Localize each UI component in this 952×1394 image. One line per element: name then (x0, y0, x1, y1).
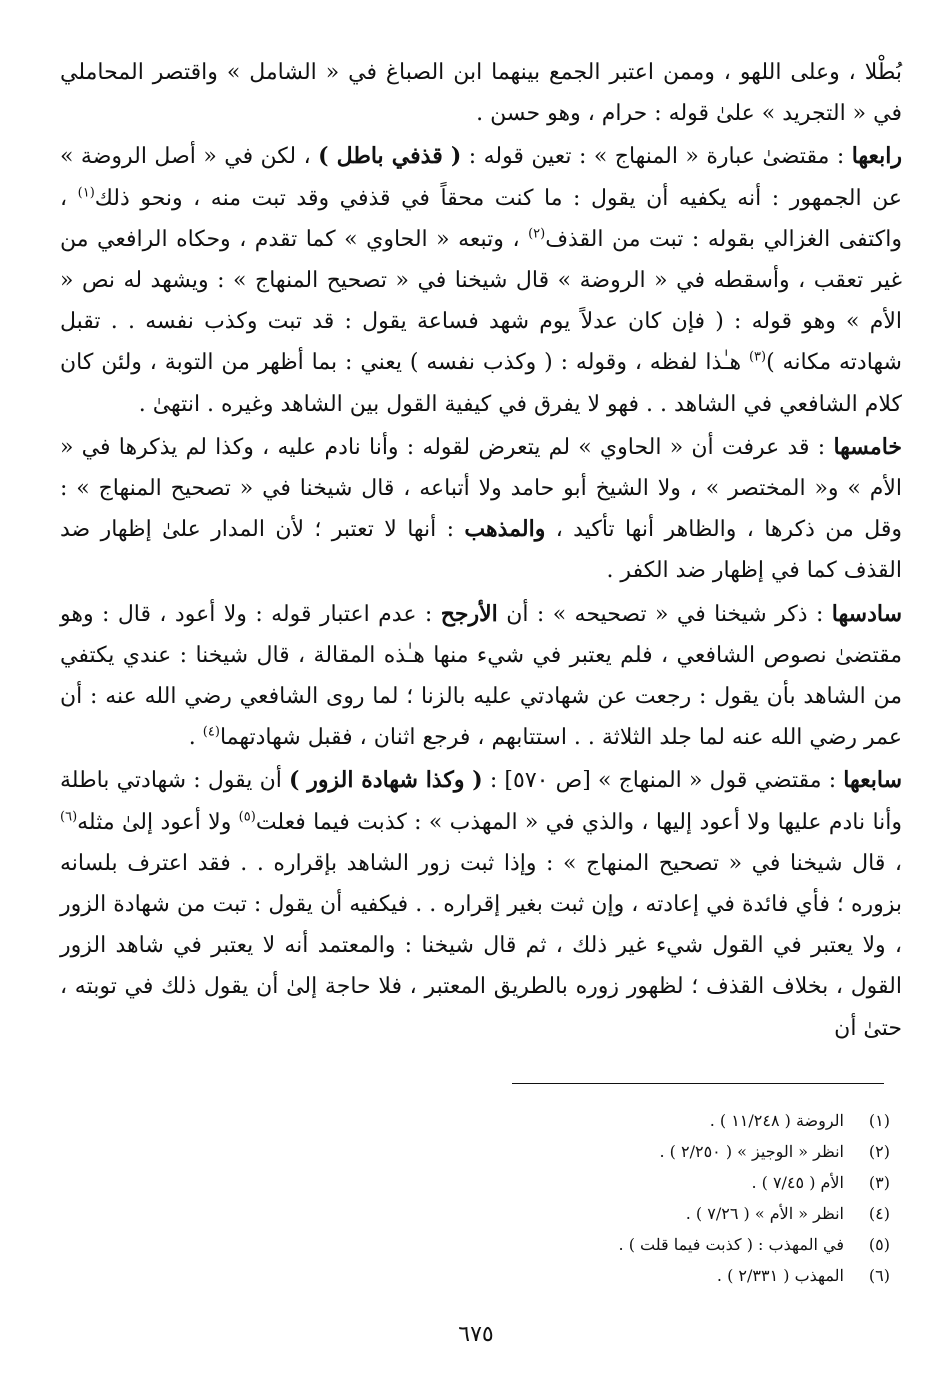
paragraph-fourth (60, 136, 902, 424)
paragraph-text: : عدم اعتبار قوله : ولا أعود ، قال : وهو مقتضىٰ نصوص الشافعي ، فلم يعتبر في شيء منها هـٰذه المقالة ، قال شيخنا : عندي يكتفي من الشاهد بأن يقول : رجعت عن شهادتي عليه بالزنا ؛ لما روى الشافعي رضي الله عنه : أن عمر رضي الله عنه لما جلد الثلاثة . . استتابهم ، فرجع اثنان ، فقبل شهادتهما (60, 601, 902, 751)
main-text (60, 52, 902, 1049)
footnote-ref[interactable]: (٦) (60, 809, 78, 825)
footnote-number: (١) (868, 1111, 890, 1130)
footnote-item (190, 1136, 890, 1167)
footnote-number: (٣) (868, 1173, 890, 1192)
section-heading: سادسها (831, 600, 903, 627)
section-heading: سابعها (843, 767, 902, 794)
paragraph-text: بُطْلا ، وعلى اللهو ، وممن اعتبر الجمع بينهما ابن الصباغ في « الشامل » واقتصر المحاملي في « التجريد » علىٰ قوله : حرام ، وهو حسن . (60, 60, 902, 127)
paragraph-text: : قد عرفت أن « الحاوي » لم يتعرض لقوله : وأنا نادم عليه ، وكذا لم يذكرها في « الأم » و« المختصر » ، ولا الشيخ أبو حامد ولا أتباعه ، قال شيخنا في « تصحيح المنهاج » : وقل من ذكرها ، والظاهر أنها تأكيد ، (60, 434, 902, 543)
paragraph-text: ، لكن في « أصل الروضة » عن الجمهور : أنه يكفيه أن يقول : ما كنت محقاً في قذفي وقد تبت منه ، ونحو ذلك (60, 144, 902, 211)
footnote-text: انظر « الأم » ( ٧/٢٦ ) . (685, 1204, 844, 1223)
footnote-item (190, 1167, 890, 1198)
footnote-ref[interactable]: (٤) (202, 724, 220, 740)
page-number: ٦٧٥ (458, 1322, 494, 1347)
paragraph-text: ، واكتفى الغزالي بقوله : تبت من القذف (60, 185, 903, 252)
paragraph-text: : مقتضىٰ عبارة « المنهاج » : تعين قوله : (461, 144, 852, 170)
footnote-text: الروضة ( ١١/٢٤٨ ) . (709, 1111, 844, 1130)
footnote-number: (٦) (868, 1266, 890, 1285)
paragraph-text: ، قال شيخنا في « تصحيح المنهاج » : وإذا ثبت زور الشاهد بإقراره . . فقد اعترف بلسانه بزوره ؛ فأي فائدة في إعادته ، وإن ثبت بغير إقراره . . فيكفيه أن يقول : تبت من شهادة الزور ، ولا يعتبر في القول شيء غير ذلك ، ثم قال شيخنا : والمعتمد أنه لا يعتبر في شاهد الزور القول ، بخلاف القذف ؛ لظهور زوره بالطريق المعتبر ، فلا حاجة إلىٰ أن يقول ذلك في توبته ، حتىٰ أن (60, 850, 902, 1041)
paragraph-intro (60, 52, 902, 134)
paragraph-text: : أنها لا تعتبر ؛ لأن المدار علىٰ إظهار ضد القذف كما في إظهار ضد الكفر . (60, 517, 902, 584)
footnote-divider (512, 1083, 884, 1084)
paragraph-text: أن يقول : شهادتي باطلة وأنا نادم عليها ولا أعود إليها ، والذي في « المهذب » : كذبت فيما فعلت (60, 768, 903, 835)
bold-term: الأرجح (440, 600, 498, 627)
footnote-text: في المهذب : ( كذبت فيما قلت ) . (618, 1235, 844, 1254)
footnote-item (190, 1229, 890, 1260)
section-heading: خامسها (833, 433, 902, 460)
quoted-phrase: ( قذفي باطل ) (318, 143, 462, 170)
paragraph-text: ولا أعود إلىٰ مثله (77, 809, 239, 835)
paragraph-sixth (60, 594, 902, 759)
quoted-phrase: ( وكذا شهادة الزور ) (289, 767, 483, 794)
section-heading: رابعها (851, 143, 903, 170)
footnote-text: انظر « الوجيز » ( ٢/٢٥٠ ) . (659, 1142, 844, 1161)
footnote-number: (٢) (868, 1142, 890, 1161)
paragraph-text: : مقتضي قول « المنهاج » [ص ٥٧٠] : (482, 768, 844, 794)
paragraph-seventh (60, 760, 902, 1048)
paragraph-text: ، وتبعه « الحاوي » كما تقدم ، وحكاه الرافعي من غير تعقب ، وأسقطه في « الروضة » قال شيخنا في « تصحيح المنهاج » : ويشهد له نص « الأم » وهو قوله : ( فإن كان عدلاً يوم شهد فساعة يقول : قد تبت وكذب نفسه . . تقبل شهادته مكانه ) (60, 226, 902, 376)
footnote-number: (٤) (868, 1204, 890, 1223)
footnote-item (190, 1105, 890, 1136)
paragraph-text: : ذكر شيخنا في « تصحيحه » : أن (497, 601, 832, 627)
footnote-ref[interactable]: (٣) (748, 350, 767, 366)
paragraph-text: هـٰذا لفظه ، وقوله : ( وكذب نفسه ) يعني : بما أظهر من التوبة ، ولئن كان كلام الشافعي في الشاهد . . فهو لا يفرق في كيفية القول بين الشاهد وغيره . انتهىٰ . (60, 350, 902, 417)
footnote-ref[interactable]: (٢) (528, 226, 546, 242)
footnote-item (190, 1260, 890, 1291)
footnote-text: المهذب ( ٢/٣٣١ ) . (716, 1266, 844, 1285)
footnote-item (190, 1198, 890, 1229)
footnote-number: (٥) (868, 1235, 890, 1254)
footnote-ref[interactable]: (١) (77, 185, 95, 201)
bold-term: والمذهب (464, 516, 546, 543)
footnotes-list (190, 1105, 890, 1291)
footnote-text: الأم ( ٧/٤٥ ) . (751, 1173, 844, 1192)
paragraph-text: . (188, 725, 203, 751)
footnote-ref[interactable]: (٥) (238, 809, 256, 825)
paragraph-fifth (60, 427, 902, 592)
